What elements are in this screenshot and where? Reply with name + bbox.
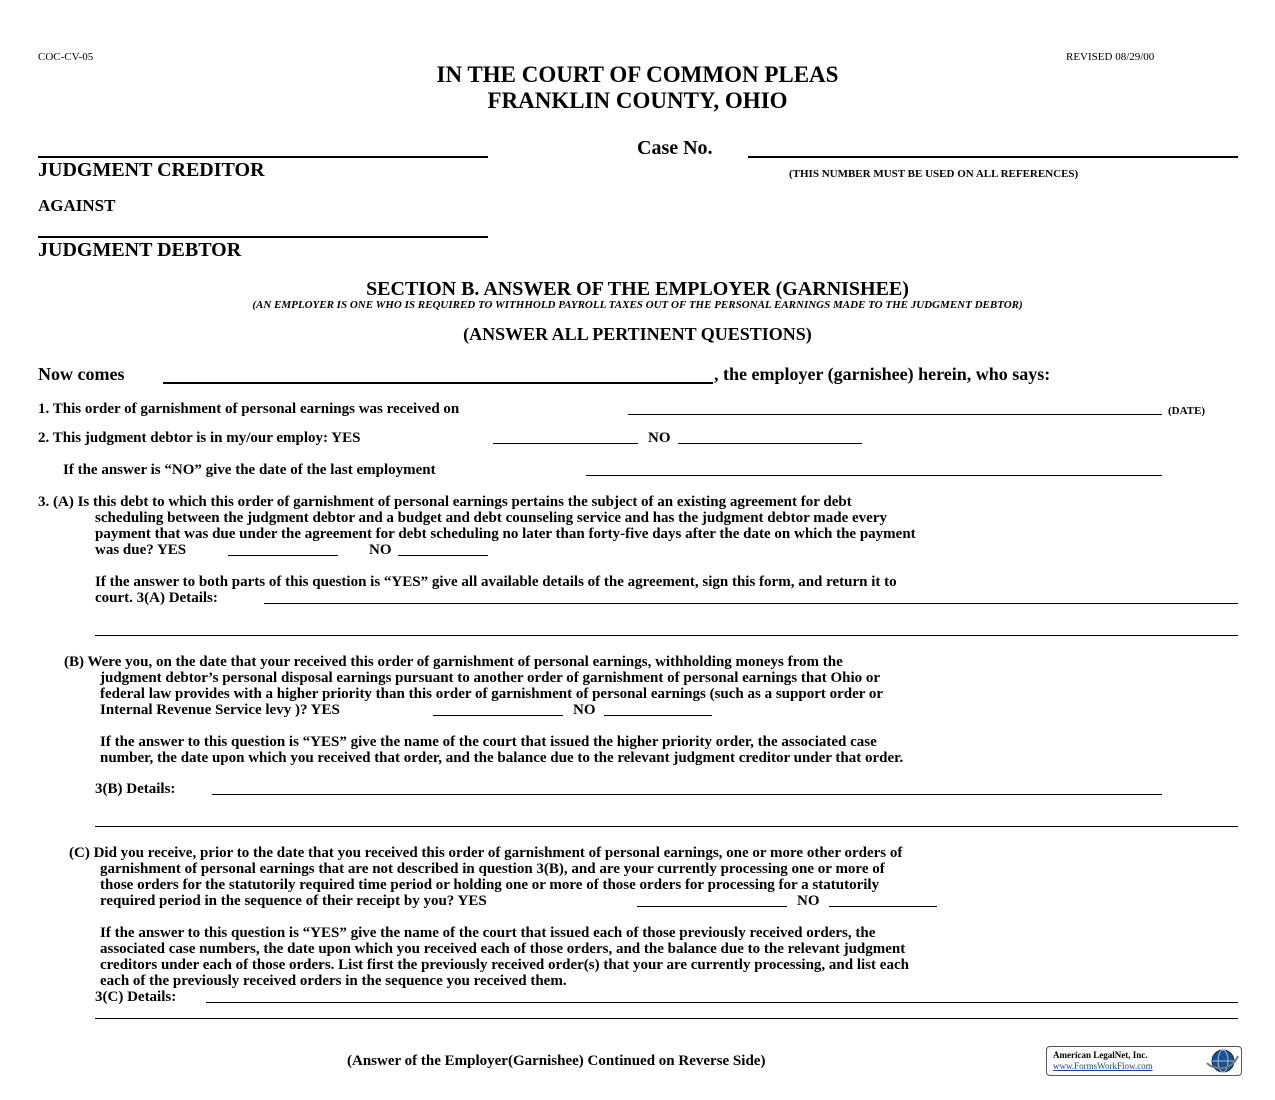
q2-no-field[interactable]: [678, 443, 862, 444]
q3c-no-label: NO: [797, 893, 820, 909]
publisher-name: American LegalNet, Inc.: [1053, 1050, 1148, 1060]
q3c-followup1: If the answer to this question is “YES” give the name of the court that issued each of those previously received orders, the: [100, 925, 876, 941]
q1-text: 1. This order of garnishment of personal earnings was received on: [38, 401, 460, 417]
q3b-details-label: 3(B) Details:: [95, 781, 176, 797]
revised-date: REVISED 08/29/00: [1066, 51, 1155, 63]
judgment-debtor-label: JUDGMENT DEBTOR: [38, 239, 242, 261]
q3a-yes-field[interactable]: [228, 555, 338, 556]
q3a-details-field-1[interactable]: [264, 603, 1238, 604]
q3a-followup1: If the answer to both parts of this question is “YES” give all available details of the agreement, sign this form, and return it to: [95, 574, 897, 590]
q3b-details-field-2[interactable]: [95, 826, 1238, 827]
q3a-line1: 3. (A) Is this debt to which this order of garnishment of personal earnings pertains the subject of an existing agreement for debt: [38, 494, 852, 510]
q3c-no-field[interactable]: [829, 906, 937, 907]
q3a-line4: was due? YES: [95, 542, 187, 558]
q3a-details-field-2[interactable]: [95, 635, 1238, 636]
q3b-followup2: number, the date upon which you received that order, and the balance due to the relevant judgment creditor under that order.: [100, 750, 904, 766]
q3a-no-label: NO: [369, 542, 392, 558]
q3a-line2: scheduling between the judgment debtor and a budget and debt counseling service and has the judgment debtor made every: [95, 510, 887, 526]
q3c-line4: required period in the sequence of their receipt by you? YES: [100, 893, 487, 909]
intro-suffix: , the employer (garnishee) herein, who says:: [714, 364, 1051, 384]
case-number-label: Case No.: [637, 137, 713, 159]
q3c-followup4: each of the previously received orders in the sequence you received them.: [100, 973, 567, 989]
against-label: AGAINST: [38, 196, 116, 215]
q1-date-label: (DATE): [1168, 405, 1206, 417]
q3c-line2: garnishment of personal earnings that are not described in question 3(B), and are your currently processing one or more of: [100, 861, 885, 877]
q3b-details-field-1[interactable]: [212, 794, 1162, 795]
form-id: COC-CV-05: [38, 51, 94, 63]
answer-instruction: (ANSWER ALL PERTINENT QUESTIONS): [463, 324, 812, 344]
section-title: SECTION B. ANSWER OF THE EMPLOYER (GARNISHEE): [366, 278, 909, 300]
q1-date-field[interactable]: [628, 414, 1162, 415]
q3a-followup2: court. 3(A) Details:: [95, 590, 218, 606]
q3c-followup2: associated case numbers, the date upon which you received each of those orders, and the balance due to the relevant judgment: [100, 941, 906, 957]
publisher-logo: [1046, 1046, 1242, 1076]
q2-no-label: NO: [648, 430, 671, 446]
q2-yes-field[interactable]: [493, 443, 638, 444]
q3b-no-label: NO: [573, 702, 596, 718]
q3b-line1: (B) Were you, on the date that your received this order of garnishment of personal earnings, withholding moneys from the: [64, 654, 843, 670]
case-number-note: (THIS NUMBER MUST BE USED ON ALL REFERENCES): [789, 168, 1079, 180]
globe-icon: [1205, 1048, 1239, 1074]
continued-note: (Answer of the Employer(Garnishee) Continued on Reverse Side): [347, 1053, 766, 1069]
debtor-name-line[interactable]: [38, 236, 488, 238]
court-county: FRANKLIN COUNTY, OHIO: [487, 88, 788, 113]
q3b-line3: federal law provides with a higher priority than this order of garnishment of personal earnings (such as a support order or: [100, 686, 884, 702]
q2-last-employment-field[interactable]: [586, 475, 1162, 476]
q3b-yes-field[interactable]: [433, 715, 563, 716]
q3c-line3: those orders for the statutorily required time period or holding one or more of those orders for processing for a statutorily: [100, 877, 880, 893]
q3c-followup3: creditors under each of those orders. List first the previously received order(s) that your are currently processing, and list each: [100, 957, 909, 973]
judgment-creditor-label: JUDGMENT CREDITOR: [38, 159, 265, 181]
intro-prefix: Now comes: [38, 364, 125, 384]
q3b-line4: Internal Revenue Service levy )? YES: [100, 702, 340, 718]
q2-followup: If the answer is “NO” give the date of the last employment: [63, 462, 436, 478]
q3b-line2: judgment debtor’s personal disposal earnings pursuant to another order of garnishment of personal earnings that Ohio or: [100, 670, 881, 686]
q3a-line3: payment that was due under the agreement for debt scheduling no later than forty-five days after the date on which the payment: [95, 526, 916, 542]
q2-text: 2. This judgment debtor is in my/our employ: YES: [38, 430, 361, 446]
q3b-no-field[interactable]: [604, 715, 712, 716]
q3a-no-field[interactable]: [398, 555, 488, 556]
q3c-details-field-1[interactable]: [206, 1002, 1238, 1003]
q3c-line1: (C) Did you receive, prior to the date that you received this order of garnishment of personal earnings, one or more other orders of: [69, 845, 903, 861]
q3c-details-field-2[interactable]: [95, 1018, 1238, 1019]
case-number-field[interactable]: [748, 156, 1238, 158]
q3c-yes-field[interactable]: [637, 906, 787, 907]
q3c-details-label: 3(C) Details:: [95, 989, 177, 1005]
section-subtitle: (AN EMPLOYER IS ONE WHO IS REQUIRED TO WITHHOLD PAYROLL TAXES OUT OF THE PERSONAL EARNINGS MADE TO THE JUDGMENT DEBTOR): [252, 299, 1023, 311]
creditor-name-line[interactable]: [38, 156, 488, 158]
court-title: IN THE COURT OF COMMON PLEAS: [436, 62, 839, 87]
employer-name-field[interactable]: [163, 382, 713, 384]
q3b-followup1: If the answer to this question is “YES” give the name of the court that issued the higher priority order, the associated case: [100, 734, 877, 750]
publisher-url-link[interactable]: www.FormsWorkFlow.com: [1053, 1061, 1153, 1071]
